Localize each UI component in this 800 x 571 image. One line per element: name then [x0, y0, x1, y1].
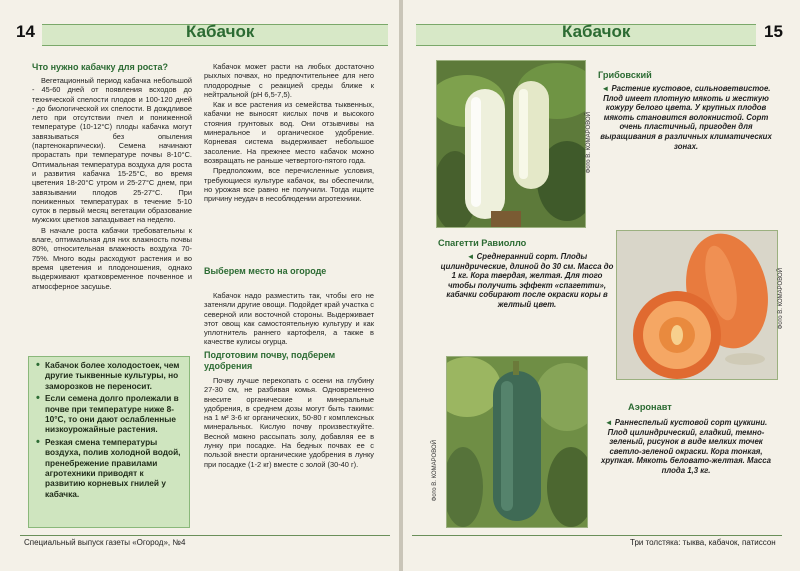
photo-aeronaut: [446, 356, 588, 528]
variety-desc-aeronaut: ◄ Раннеспелый кустовой сорт цуккини. Плод цилиндрический, гладкий, темно-зеленый, рисунок в виде мелких точек светло-зеленой окраски. Кора тонкая, хрупкая. Мякоть беловато-желтая. Масса плода 1,3 кг.: [601, 418, 771, 475]
variety-name-spaghetti: Спагетти Равиолло: [438, 238, 527, 248]
tip-item: • Резкая смена температуры воздуха, полив холодной водой, пренебрежение правилами агротехники приводят к развитию корневых гнилей у кабачка.: [45, 437, 183, 499]
photo-spaghetti: [616, 230, 778, 380]
right-footer: Три толстяка: тыква, кабачок, патиссон: [630, 538, 776, 547]
section-title-growth: Что нужно кабачку для роста?: [32, 62, 169, 72]
soil-text: [204, 62, 374, 204]
soil-prep-text: [204, 376, 374, 470]
right-footer-rule: [412, 535, 782, 536]
bullet-triangle-icon: ◄: [466, 252, 477, 261]
right-header-title: Кабачок: [562, 22, 631, 41]
variety-desc-spaghetti: ◄ Среднеранний сорт. Плоды цилиндрические, длиной до 30 см. Масса до 1 кг. Кора твердая, желтая. Для того чтобы получить эффект «спагетти», кабачки собирают после окраски коры в желтый цвет.: [440, 252, 614, 309]
tip-item: • Если семена долго пролежали в почве при температуре ниже 8-10°С, то они дают ослабленные низкоурожайные растения.: [45, 393, 183, 435]
tips-box: [28, 356, 190, 528]
soil-paragraph-2: Как и все растения из семейства тыквенных, кабачки не выносят кислых почв и высокого стояния грунтовых вод. Они отзывчивы на минеральное и органическое удобрение. Корневая система выдерживает небольшое засоление. На прежнее место кабачок можно возвращать не раньше четвертого-пятого года.: [204, 100, 374, 165]
soil-paragraph-3: Предположим, все перечисленные условия, требующиеся культуре кабачок, вы обеспечили, но урожая все равно не получили. Тогда ищите причину неудач в несоблюдении агротехники.: [204, 166, 374, 204]
variety-desc-gribovsky: ◄ Растение кустовое, сильноветвистое. Плод имеет плотную мякоть и жесткую кожуру белого цвета. У крупных плодов мякоть становится волокнистой. Сорт очень пластичный, пригоден для выращивания в различных климатических зонах.: [600, 84, 772, 151]
left-header-title: Кабачок: [186, 22, 255, 41]
variety-name-gribovsky: Грибовский: [598, 70, 652, 80]
growth-text: [32, 76, 192, 292]
place-paragraph: Кабачок надо разместить так, чтобы его не затеняли другие овощи. Подойдет край участка с северной или восточной стороны. Выдерживает этот овощ как самостоятельную культуру и как уплотнитель раннего картофеля, а также в качестве кулисы огурца.: [204, 291, 374, 347]
photo-credit-1: Фото В. КОМАРОВОЙ: [586, 112, 592, 174]
right-page-number: 15: [764, 22, 783, 41]
soil-prep-paragraph: Почву лучше перекопать с осени на глубину 27-30 см, не разбивая комья. Одновременно внесите органические и минеральные удобрения, в среднем дозы могут быть такими: на 1 м² 3-6 кг органических, 50-80 г комплексных минеральных. Кислую почву произвесткуйте. Весной можно рассыпать золу, добавляя ее в лунку при посадке. На бедных почвах ее с пользой внести органические удобрения в лунку при посадке (1-2 кг) вместе с золой (30-40 г).: [204, 376, 374, 469]
tip-item: • Кабачок более холодостоек, чем другие тыквенные культуры, но заморозков не переносит.: [45, 360, 183, 391]
spaghetti-squash-image: [617, 231, 777, 379]
photo-credit-2: Фото В. КОМАРОВОЙ: [778, 268, 784, 330]
growth-paragraph-1: Вегетационный период кабачка небольшой - 45-60 дней от появления всходов до технической спелости плодов и 100-120 дней - до биологической их спелости. В дождливое лето при отсутствии пчел и пониженной температуре (10-12°С) плоды кабачка могут завязываться без опыления (партенокарпически). Семена начинают прорастать при температуре почвы 8-10°С. Оптимальная температура воздуха для роста и развития кабачка 15-25°С, во время цветения 18-20°С утром и 25-27°С днем, при завязывании плодов 25-27°С. При пониженных температурах в течение 5-10 суток в первый месяц вегетации образование мужских цветков запаздывает на неделю.: [32, 76, 192, 225]
growth-paragraph-2: В начале роста кабачки требовательны к влаге, оптимальная для них влажность почвы 80%, относительная влажность воздуха 70-75%. Много воды расходуют растения и во время цветения и плодоношения, однако выдерживают кратковременное почвенное и атмосферное засушье.: [32, 225, 192, 291]
section-title-soil-prep: Подготовим почву, подберем удобрения: [204, 350, 336, 371]
bullet-triangle-icon: ◄: [604, 418, 615, 427]
soil-paragraph-1: Кабачок может расти на любых достаточно рыхлых почвах, но предпочтительнее для него плодородные с реакцией среды ближе к нейтральной (рН 6,5-7,5).: [204, 62, 374, 99]
place-text: [204, 291, 374, 348]
photo-credit-3: Фото В. КОМАРОВОЙ: [432, 440, 438, 502]
left-page-number: 14: [16, 22, 35, 41]
green-zucchini-image: [447, 357, 587, 527]
section-title-place: Выберем место на огороде: [204, 266, 327, 276]
left-footer: Специальный выпуск газеты «Огород», №4: [24, 538, 186, 547]
right-page: [402, 0, 800, 571]
white-zucchini-image: [437, 61, 585, 227]
variety-name-aeronaut: Аэронавт: [628, 402, 672, 412]
bullet-triangle-icon: ◄: [601, 84, 612, 93]
photo-gribovsky: [436, 60, 586, 228]
left-footer-rule: [20, 535, 390, 536]
